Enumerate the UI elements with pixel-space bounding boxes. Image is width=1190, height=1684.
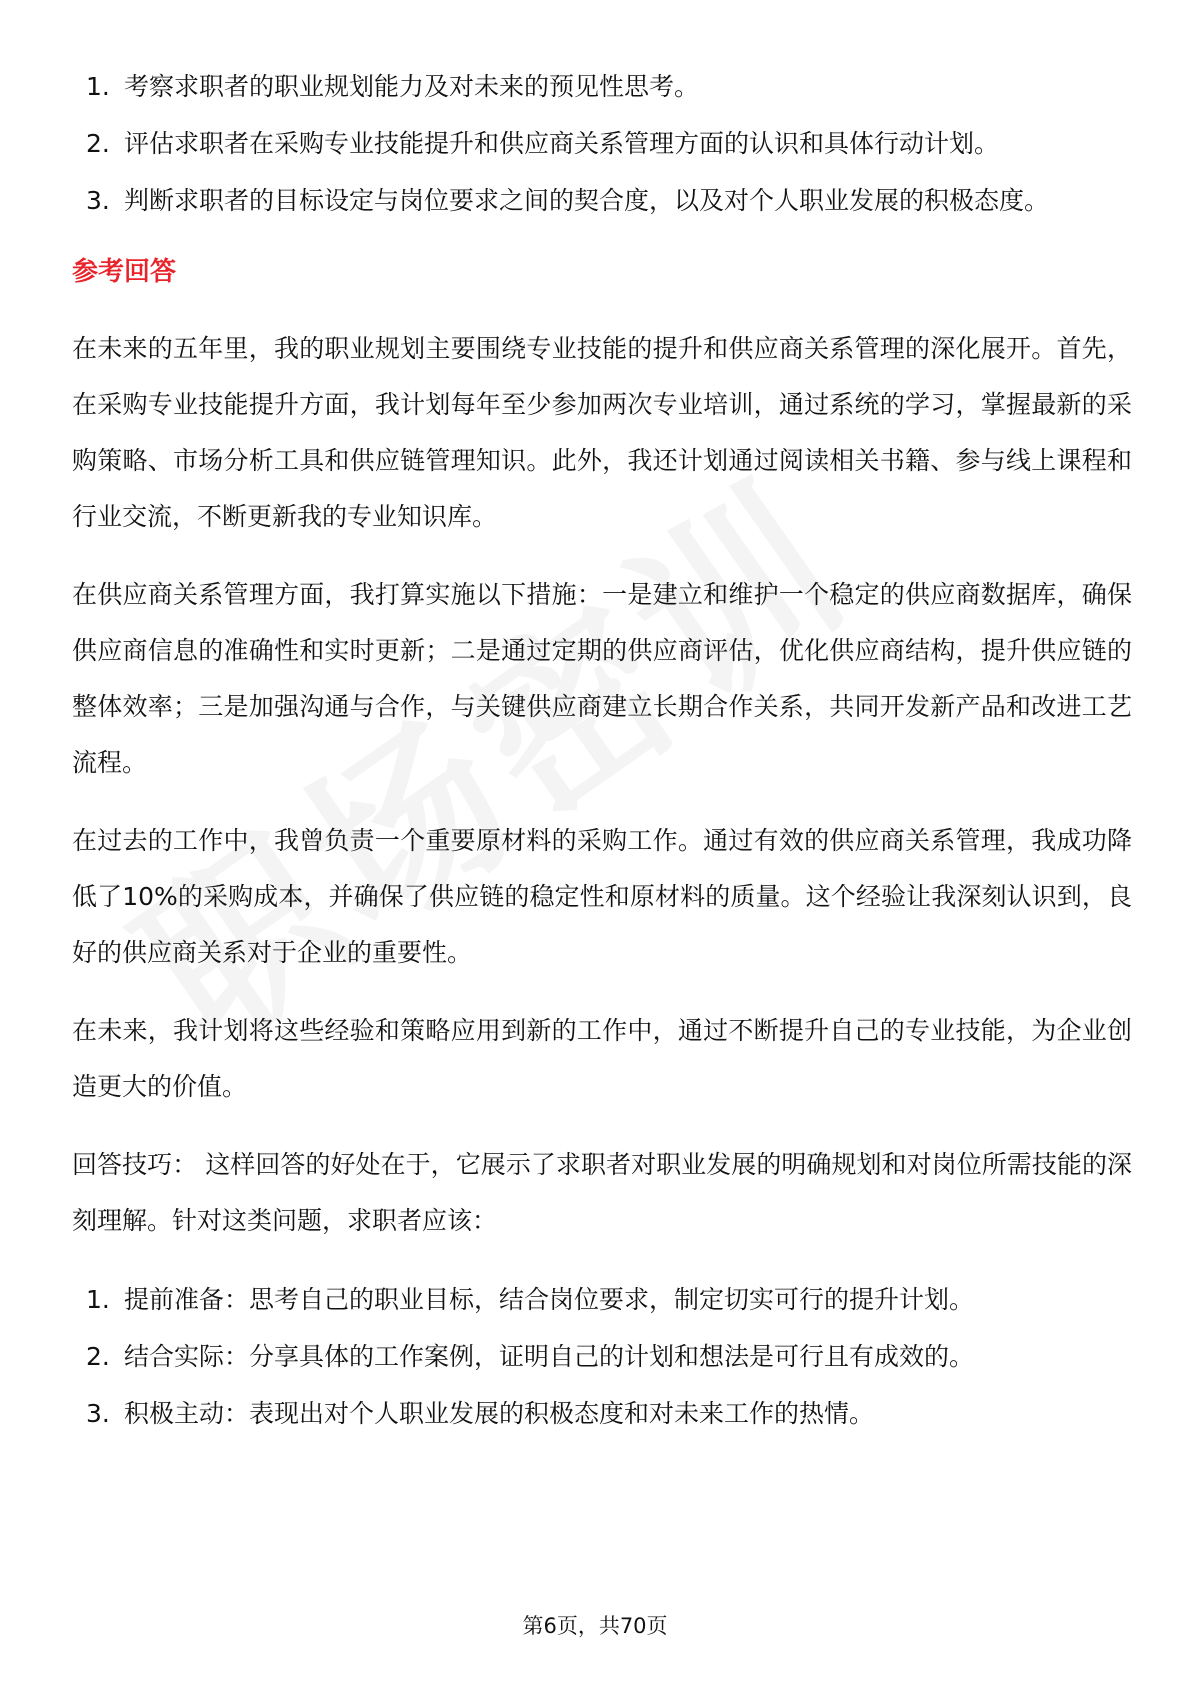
list-item-text: 判断求职者的目标设定与岗位要求之间的契合度，以及对个人职业发展的积极态度。 (124, 186, 1050, 215)
section-title: 参考回答 (72, 257, 177, 287)
list-number: 1. (86, 1285, 110, 1314)
list-number: 2. (86, 129, 110, 158)
list-item-text: 结合实际：分享具体的工作案例，证明自己的计划和想法是可行且有成效的。 (124, 1342, 975, 1371)
answer-paragraph: 在过去的工作中，我曾负责一个重要原材料的采购工作。通过有效的供应商关系管理，我成功降低了10%的采购成本，并确保了供应链的稳定性和原材料的质量。这个经验让我深刻认识到，良好的供应商关系对于企业的重要性。 (72, 826, 1132, 967)
page-content (72, 58, 1132, 1442)
answer-paragraph: 在供应商关系管理方面，我打算实施以下措施：一是建立和维护一个稳定的供应商数据库，确保供应商信息的准确性和实时更新；二是通过定期的供应商评估，优化供应商结构，提升供应链的整体效率；三是加强沟通与合作，与关键供应商建立长期合作关系，共同开发新产品和改进工艺流程。 (72, 580, 1132, 777)
answer-paragraph: 在未来，我计划将这些经验和策略应用到新的工作中，通过不断提升自己的专业技能，为企业创造更大的价值。 (72, 1016, 1132, 1101)
list-item (72, 115, 1132, 172)
tips-list (72, 1271, 1132, 1442)
list-item-text: 积极主动：表现出对个人职业发展的积极态度和对未来工作的热情。 (124, 1399, 875, 1428)
evaluation-points-list (72, 58, 1132, 229)
list-item-text: 评估求职者在采购专业技能提升和供应商关系管理方面的认识和具体行动计划。 (124, 129, 1000, 158)
list-item (72, 1385, 1132, 1442)
list-item-text: 考察求职者的职业规划能力及对未来的预见性思考。 (124, 72, 700, 101)
tips-paragraph: 回答技巧： 这样回答的好处在于，它展示了求职者对职业发展的明确规划和对岗位所需技能的深刻理解。针对这类问题，求职者应该： (72, 1150, 1132, 1235)
list-number: 2. (86, 1342, 110, 1371)
list-item-text: 提前准备：思考自己的职业目标，结合岗位要求，制定切实可行的提升计划。 (124, 1285, 975, 1314)
list-item (72, 1271, 1132, 1328)
list-item (72, 1328, 1132, 1385)
list-number: 3. (86, 186, 110, 215)
answer-paragraph: 在未来的五年里，我的职业规划主要围绕专业技能的提升和供应商关系管理的深化展开。首先，在采购专业技能提升方面，我计划每年至少参加两次专业培训，通过系统的学习，掌握最新的采购策略、市场分析工具和供应链管理知识。此外，我还计划通过阅读相关书籍、参与线上课程和行业交流，不断更新我的专业知识库。 (72, 334, 1132, 531)
list-number: 1. (86, 72, 110, 101)
page-footer: 第6页，共70页 (522, 1614, 668, 1638)
list-item (72, 172, 1132, 229)
list-item (72, 58, 1132, 115)
list-number: 3. (86, 1399, 110, 1428)
